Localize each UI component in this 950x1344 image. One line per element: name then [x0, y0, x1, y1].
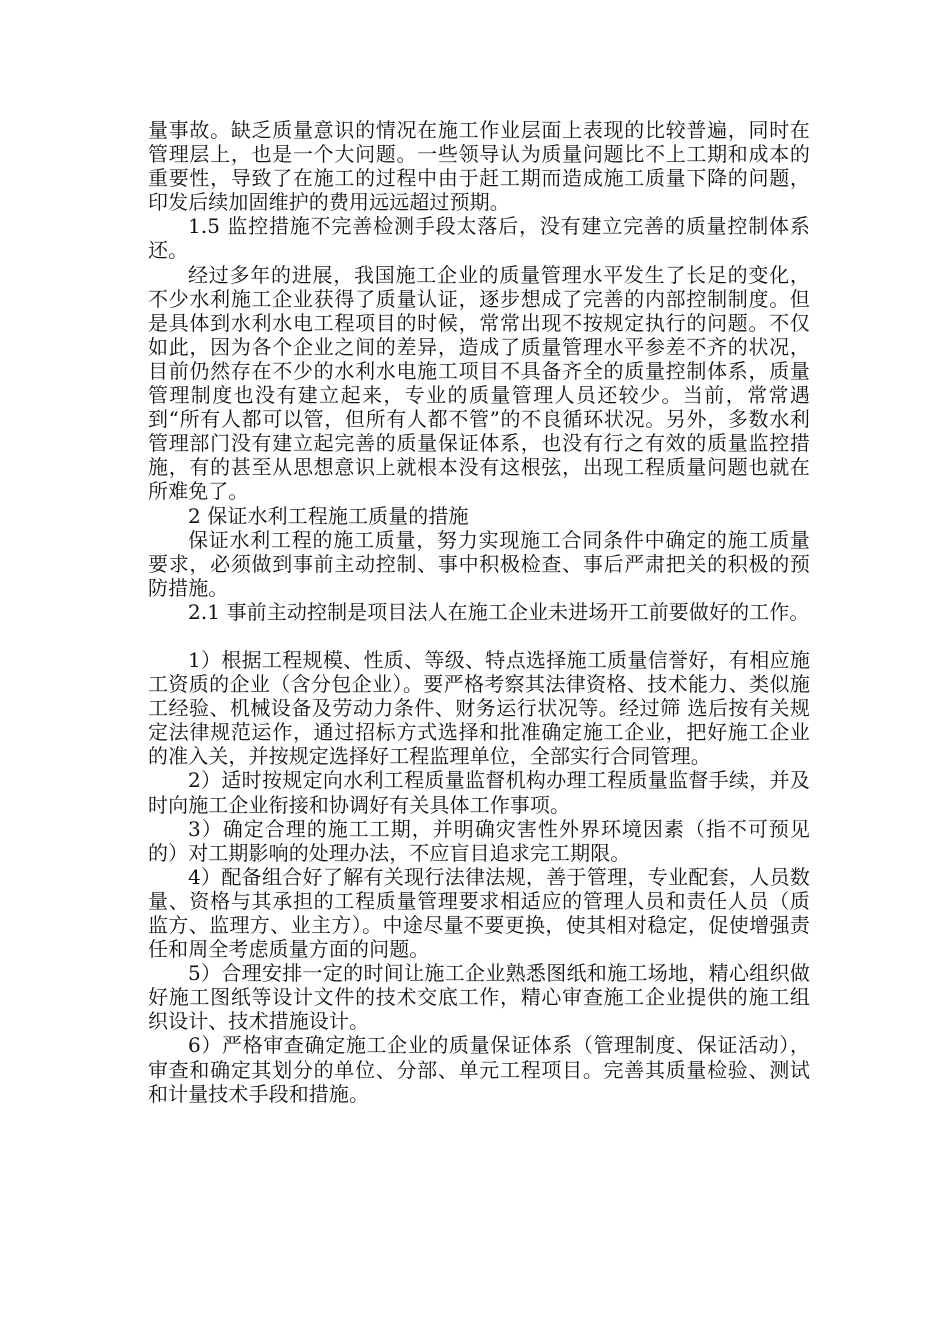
paragraph-measures-intro: 保证水利工程的施工质量，努力实现施工合同条件中确定的施工质量要求，必须做到事前主动控制、事中积极检查、事后严肃把关的积极的预防措施。 [148, 527, 810, 600]
list-item-1: 1）根据工程规模、性质、等级、特点选择施工质量信誉好，有相应施工资质的企业（含分包企业）。要严格考察其法律资格、技术能力、类似施工经验、机械设备及劳动力条件、财务运行状况等。经过筛 选后按有关规定法律规范运作，通过招标方式选择和批准确定施工企业，把好施工企业的准入关，并按规定选择好工程监理单位，全部实行合同管理。 [148, 647, 810, 769]
blank-line [148, 624, 810, 648]
list-item-2: 2）适时按规定向水利工程质量监督机构办理工程质量监督手续，并及时向施工企业衔接和协调好有关具体工作事项。 [148, 768, 810, 817]
list-item-6: 6）严格审查确定施工企业的质量保证体系（管理制度、保证活动），审查和确定其划分的单位、分部、单元工程项目。完善其质量检验、测试和计量技术手段和措施。 [148, 1033, 810, 1106]
heading-2-1: 2.1 事前主动控制是项目法人在施工企业未进场开工前要做好的工作。 [188, 599, 810, 624]
heading-1-5: 1.5 监控措施不完善检测手段太落后，没有建立完善的质量控制体系还。 [148, 214, 810, 263]
list-item-5: 5）合理安排一定的时间让施工企业熟悉图纸和施工场地，精心组织做好施工图纸等设计文件的技术交底工作，精心审查施工企业提供的施工组织设计、技术措施设计。 [148, 961, 810, 1034]
list-item-3: 3）确定合理的施工工期，并明确灾害性外界环境因素（指不可预见的）对工期影响的处理办法，不应盲目追求完工期限。 [148, 816, 810, 865]
heading-2: 2 保证水利工程施工质量的措施 [188, 503, 469, 528]
paragraph-quality-awareness: 量事故。缺乏质量意识的情况在施工作业层面上表现的比较普遍，同时在管理层上，也是一个大问题。一些领导认为质量问题比不上工期和成本的重要性，导致了在施工的过程中由于赶工期而造成施工质量下降的问题，印发后续加固维护的费用远远超过预期。 [148, 118, 810, 215]
paragraph-quality-control-system: 经过多年的进展，我国施工企业的质量管理水平发生了长足的变化，不少水利施工企业获得了质量认证，逐步想成了完善的内部控制制度。但是具体到水利水电工程项目的时候，常常出现不按规定执行的问题。不仅如此，因为各个企业之间的差异，造成了质量管理水平参差不齐的状况，目前仍然存在不少的水利水电施工项目不具备齐全的质量控制体系，质量管理制度也没有建立起来，专业的质量管理人员还较少。当前，常常遇到“所有人都可以管，但所有人都不管”的不良循环状况。另外，多数水利管理部门没有建立起完善的质量保证体系，也没有行之有效的质量监控措施，有的甚至从思想意识上就根本没有这根弦，出现工程质量问题也就在所难免了。 [148, 262, 810, 504]
document-body [148, 118, 810, 1106]
list-item-4: 4）配备组合好了解有关现行法律法规，善于管理，专业配套，人员数量、资格与其承担的工程质量管理要求相适应的管理人员和责任人员（质监方、监理方、业主方）。中途尽量不要更换，使其相对稳定，促使增强责任和周全考虑质量方面的问题。 [148, 864, 810, 962]
